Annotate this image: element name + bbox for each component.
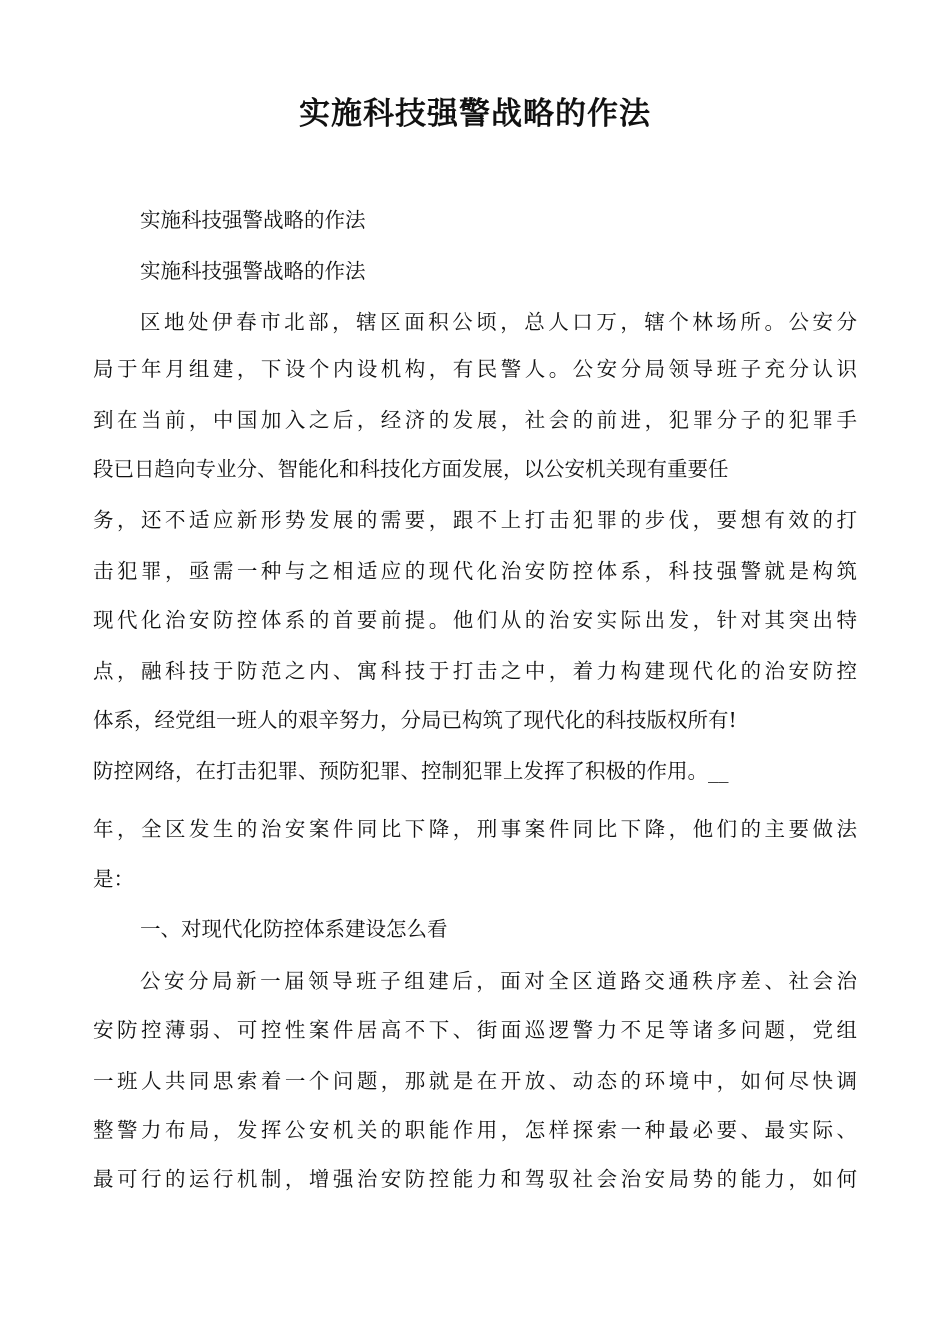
paragraph-line: 到在当前，中国加入之后，经济的发展，社会的前进，犯罪分子的犯罪手 [93,408,857,432]
paragraph-line: 务，还不适应新形势发展的需要，跟不上打击犯罪的步伐，要想有效的打 [93,508,857,532]
paragraph-line: 段已日趋向专业分、智能化和科技化方面发展，以公安机关现有重要任 [93,457,729,481]
paragraph-line: 年，全区发生的治安案件同比下降，刑事案件同比下降，他们的主要做法 [93,817,857,841]
document-title: 实施科技强警战略的作法 [299,96,651,132]
subtitle-line: 实施科技强警战略的作法 [140,259,366,283]
paragraph-line: 局于年月组建，下设个内设机构，有民警人。公安分局领导班子充分认识 [93,357,857,381]
paragraph-line: 一班人共同思索着一个问题，那就是在开放、动态的环境中，如何尽快调 [93,1069,857,1093]
paragraph-line: 击犯罪，亟需一种与之相适应的现代化治安防控体系，科技强警就是构筑 [93,559,857,583]
paragraph-line: 区地处伊春市北部，辖区面积公顷，总人口万，辖个林场所。公安分 [140,310,857,334]
paragraph-line: 体系，经党组一班人的艰辛努力，分局已构筑了现代化的科技版权所有! [93,708,737,732]
paragraph-line: 公安分局新一届领导班子组建后，面对全区道路交通秩序差、社会治 [140,969,857,993]
paragraph-line: 点，融科技于防范之内、寓科技于打击之中，着力构建现代化的治安防控 [93,659,857,683]
paragraph-line: 防控网络，在打击犯罪、预防犯罪、控制犯罪上发挥了积极的作用。__ [93,759,729,783]
paragraph-line: 现代化治安防控体系的首要前提。他们从的治安实际出发，针对其突出特 [93,608,857,632]
paragraph-line: 是： [93,867,134,891]
paragraph-line: 整警力布局，发挥公安机关的职能作用，怎样探索一种最必要、最实际、 [93,1118,857,1142]
subtitle-line: 实施科技强警战略的作法 [140,208,366,232]
section-heading: 一、对现代化防控体系建设怎么看 [140,917,448,941]
paragraph-line: 最可行的运行机制，增强治安防控能力和驾驭社会治安局势的能力，如何 [93,1167,857,1191]
paragraph-line: 安防控薄弱、可控性案件居高不下、街面巡逻警力不足等诸多问题，党组 [93,1018,857,1042]
